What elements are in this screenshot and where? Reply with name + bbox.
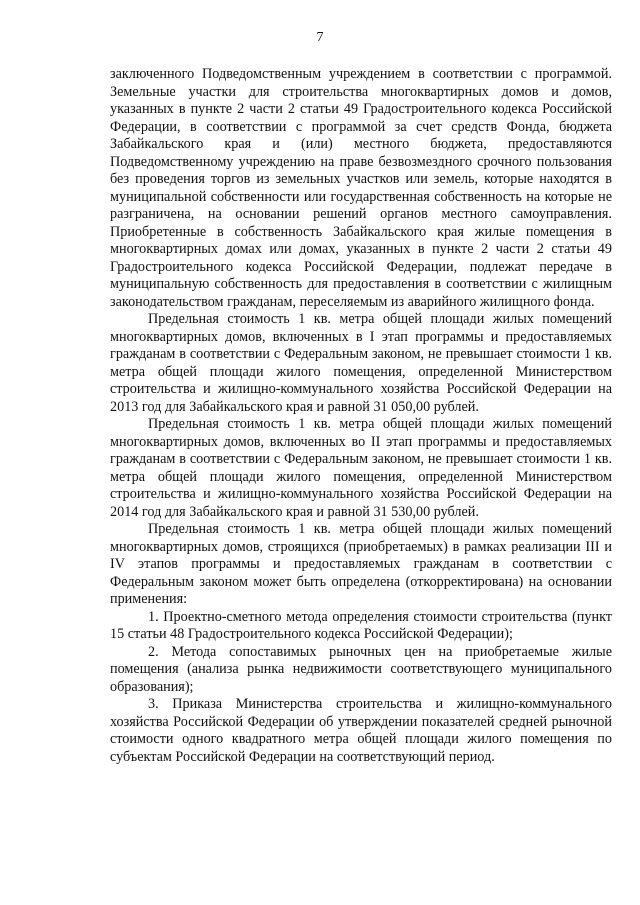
list-item-1: 1. Проектно-сметного метода определения стоимости строительства (пункт 15 статьи 48 Градостроительного кодекса Российской Федерации); [110, 608, 612, 642]
paragraph-stage-1-price: Предельная стоимость 1 кв. метра общей площади жилых помещений многоквартирных домов, включенных в I этап программы и предоставляемых гражданам в соответствии с Федеральным законом, не превышает стоимости 1 кв. метра общей площади жилого помещения, определенной Министерством строительства и жилищно-коммунального хозяйства Российской Федерации на 2013 год для Забайкальского края и равной 31 050,00 рублей. [110, 311, 612, 415]
paragraph-stage-3-4-price: Предельная стоимость 1 кв. метра общей площади жилых помещений многоквартирных домов, строящихся (приобретаемых) в рамках реализации III и IV этапов программы и предоставляемых гражданам в соответствии с Федеральным законом может быть определена (откорректирована) на основании применения: [110, 521, 612, 607]
document-body [110, 66, 612, 766]
paragraph-continuation: заключенного Подведомственным учреждением в соответствии с программой. Земельные участки для строительства многоквартирных домов и домов, указанных в пункте 2 части 2 статьи 49 Градостроительного кодекса Российской Федерации, в соответствии с программой за счет средств Фонда, бюджета Забайкальского края и (или) местного бюджета, предоставляются Подведомственному учреждению на праве безвозмездного срочного пользования без проведения торгов из земельных участков или земель, которые находятся в муниципальной собственности или государственная собственность на которые не разграничена, на основании решений органов местного самоуправления. Приобретенные в собственность Забайкальского края жилые помещения в многоквартирных домах или домах, указанных в пункте 2 части 2 статьи 49 Градостроительного кодекса Российской Федерации, подлежат передаче в муниципальную собственность для предоставления в соответствии с жилищным законодательством гражданам, переселяемым из аварийного жилищного фонда. [110, 66, 612, 310]
list-item-3: 3. Приказа Министерства строительства и жилищно-коммунального хозяйства Российской Федерации об утверждении показателей средней рыночной стоимости одного квадратного метра общей площади жилого помещения по субъектам Российской Федерации на соответствующий период. [110, 696, 612, 765]
paragraph-stage-2-price: Предельная стоимость 1 кв. метра общей площади жилых помещений многоквартирных домов, включенных во II этап программы и предоставляемых гражданам в соответствии с Федеральным законом, не превышает стоимости 1 кв. метра общей площади жилого помещения, определенной Министерством строительства и жилищно-коммунального хозяйства Российской Федерации на 2014 год для Забайкальского края и равной 31 530,00 рублей. [110, 416, 612, 520]
list-item-2: 2. Метода сопоставимых рыночных цен на приобретаемые жилые помещения (анализа рынка недвижимости соответствующего муниципального образования); [110, 643, 612, 695]
page-number: 7 [316, 30, 324, 45]
